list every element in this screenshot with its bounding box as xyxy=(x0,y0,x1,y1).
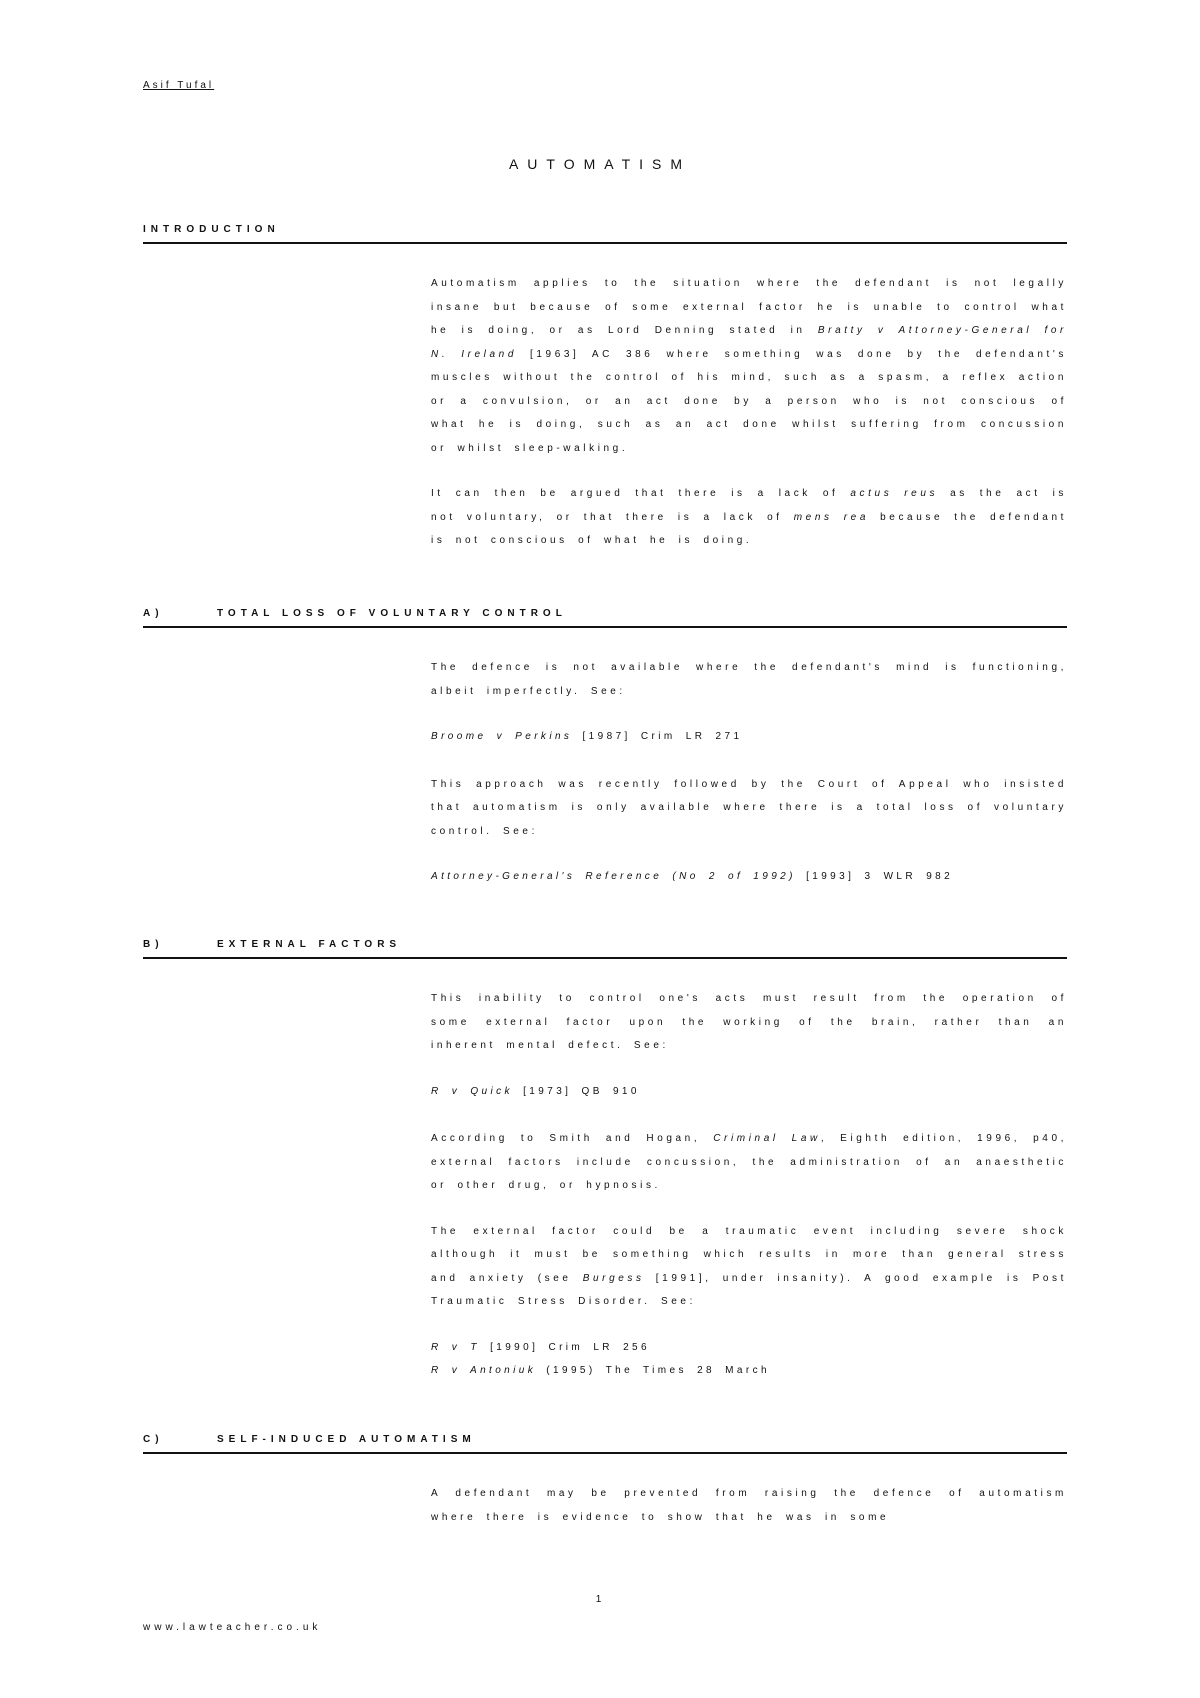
case-name: Bratty v Attorney-General for N. Ireland xyxy=(431,325,1067,360)
section-c xyxy=(143,1432,1067,1551)
website-url[interactable]: www.lawteacher.co.uk xyxy=(143,1622,322,1633)
section-letter: C) xyxy=(143,1434,164,1445)
section-heading xyxy=(143,1432,1067,1454)
case-citation: R v T [1990] Crim LR 256 xyxy=(431,1341,650,1353)
paragraph: Automatism applies to the situation where the defendant is not legally insane but because of some external factor he is unable to control what he is doing, or as Lord Denning stated in Bratty v Attorney-General for N. Ireland [1963] AC 386 where something was done by the defendant's muscles without the control of his mind, such as a spasm, a reflex action or a convulsion, or an act done by a person who is not conscious of what he is doing, such as an act done whilst suffering from concussion or whilst sleep-walking. xyxy=(431,278,1067,454)
paragraph: This approach was recently followed by the Court of Appeal who insisted that automatism is only available where there is a total loss of voluntary control. See: xyxy=(431,778,1067,837)
case-citation: R v Antoniuk (1995) The Times 28 March xyxy=(431,1365,770,1376)
section-heading xyxy=(143,606,1067,628)
section-heading xyxy=(143,937,1067,959)
author-name: Asif Tufal xyxy=(143,80,215,91)
section-body xyxy=(431,272,1067,553)
section-heading-text: EXTERNAL FACTORS xyxy=(217,939,402,950)
case-citation: R v Quick [1973] QB 910 xyxy=(431,1085,640,1097)
section-body xyxy=(431,987,1067,1383)
section-body xyxy=(431,1482,1067,1529)
paragraph: It can then be argued that there is a lack of actus reus as the act is not voluntary, or that there is a lack of mens rea because the defendant is not conscious of what he is doing. xyxy=(431,488,1067,546)
section-introduction xyxy=(143,222,1067,575)
paragraph: The defence is not available where the defendant's mind is functioning, albeit imperfectly. See: xyxy=(431,662,1067,697)
case-citation: Attorney-General's Reference (No 2 of 1992) [1993] 3 WLR 982 xyxy=(431,871,954,882)
section-a xyxy=(143,606,1067,913)
section-heading xyxy=(143,222,1067,244)
paragraph: This inability to control one's acts must result from the operation of some external factor upon the working of the brain, rather than an inherent mental defect. See: xyxy=(431,993,1067,1051)
section-heading-text: INTRODUCTION xyxy=(143,224,280,235)
page-number: 1 xyxy=(595,1594,605,1605)
document-title: AUTOMATISM xyxy=(508,156,692,172)
section-body xyxy=(431,656,1067,889)
section-b xyxy=(143,937,1067,1407)
paragraph: A defendant may be prevented from raising the defence of automatism where there is evidence to show that he was in some xyxy=(431,1488,1067,1523)
paragraph: The external factor could be a traumatic event including severe shock although it must be something which results in more than general stress and anxiety (see Burgess [1991], under insanity). A good example is Post Traumatic Stress Disorder. See: xyxy=(431,1225,1067,1307)
section-letter: A) xyxy=(143,608,164,619)
paragraph: According to Smith and Hogan, Criminal Law, Eighth edition, 1996, p40, external factors include concussion, the administration of an anaesthetic or other drug, or hypnosis. xyxy=(431,1133,1067,1191)
section-letter: B) xyxy=(143,939,164,950)
case-citation: Broome v Perkins [1987] Crim LR 271 xyxy=(431,731,743,742)
section-heading-text: SELF-INDUCED AUTOMATISM xyxy=(217,1434,476,1445)
section-heading-text: TOTAL LOSS OF VOLUNTARY CONTROL xyxy=(217,608,567,619)
